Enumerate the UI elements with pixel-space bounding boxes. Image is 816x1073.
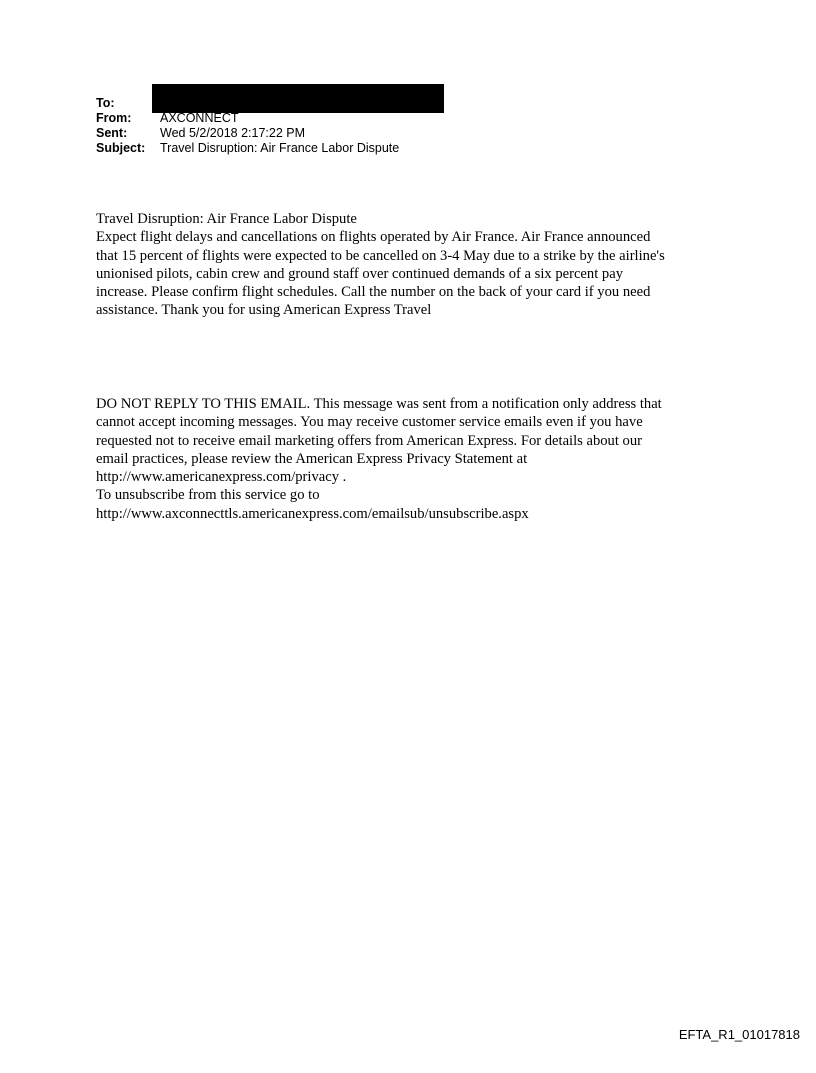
to-row	[96, 96, 399, 111]
message-line: Expect flight delays and cancellations on flights operated by Air France. Air France announced	[96, 229, 651, 246]
subject-label: Subject:	[96, 141, 146, 155]
message-body	[96, 210, 736, 320]
sent-value: Wed 5/2/2018 2:17:22 PM	[160, 126, 306, 140]
from-row	[96, 111, 399, 126]
footer-line: requested not to receive email marketing offers from American Express. For details about our	[96, 432, 643, 449]
message-line: assistance. Thank you for using American Express Travel	[96, 302, 432, 319]
from-value: AXCONNECT	[160, 111, 239, 125]
unsubscribe-url: http://www.axconnecttls.americanexpress.com/emailsub/unsubscribe.aspx	[96, 505, 529, 522]
footer-line: To unsubscribe from this service go to	[96, 487, 320, 504]
footer-line: email practices, please review the American Express Privacy Statement at	[96, 450, 528, 467]
footer-line: DO NOT REPLY TO THIS EMAIL. This message was sent from a notification only address that	[96, 396, 662, 412]
document-id: EFTA_R1_01017818	[678, 1027, 800, 1042]
subject-row	[96, 141, 399, 156]
sent-row	[96, 126, 399, 141]
message-line: that 15 percent of flights were expected to be cancelled on 3-4 May due to a strike by the airline's	[96, 247, 665, 264]
footer-line: cannot accept incoming messages. You may receive customer service emails even if you have	[96, 414, 643, 431]
from-label: From:	[96, 111, 132, 125]
message-line: unionised pilots, cabin crew and ground staff over continued demands of a six percent pay	[96, 265, 623, 282]
sent-label: Sent:	[96, 126, 128, 140]
message-line: increase. Please confirm flight schedules. Call the number on the back of your card if you need	[96, 284, 651, 301]
email-header	[96, 84, 399, 156]
privacy-url: http://www.americanexpress.com/privacy .	[96, 469, 347, 486]
to-label: To:	[96, 96, 115, 110]
message-line: Travel Disruption: Air France Labor Dispute	[96, 211, 357, 227]
footer-notice	[96, 395, 736, 523]
subject-value: Travel Disruption: Air France Labor Dispute	[160, 141, 400, 155]
